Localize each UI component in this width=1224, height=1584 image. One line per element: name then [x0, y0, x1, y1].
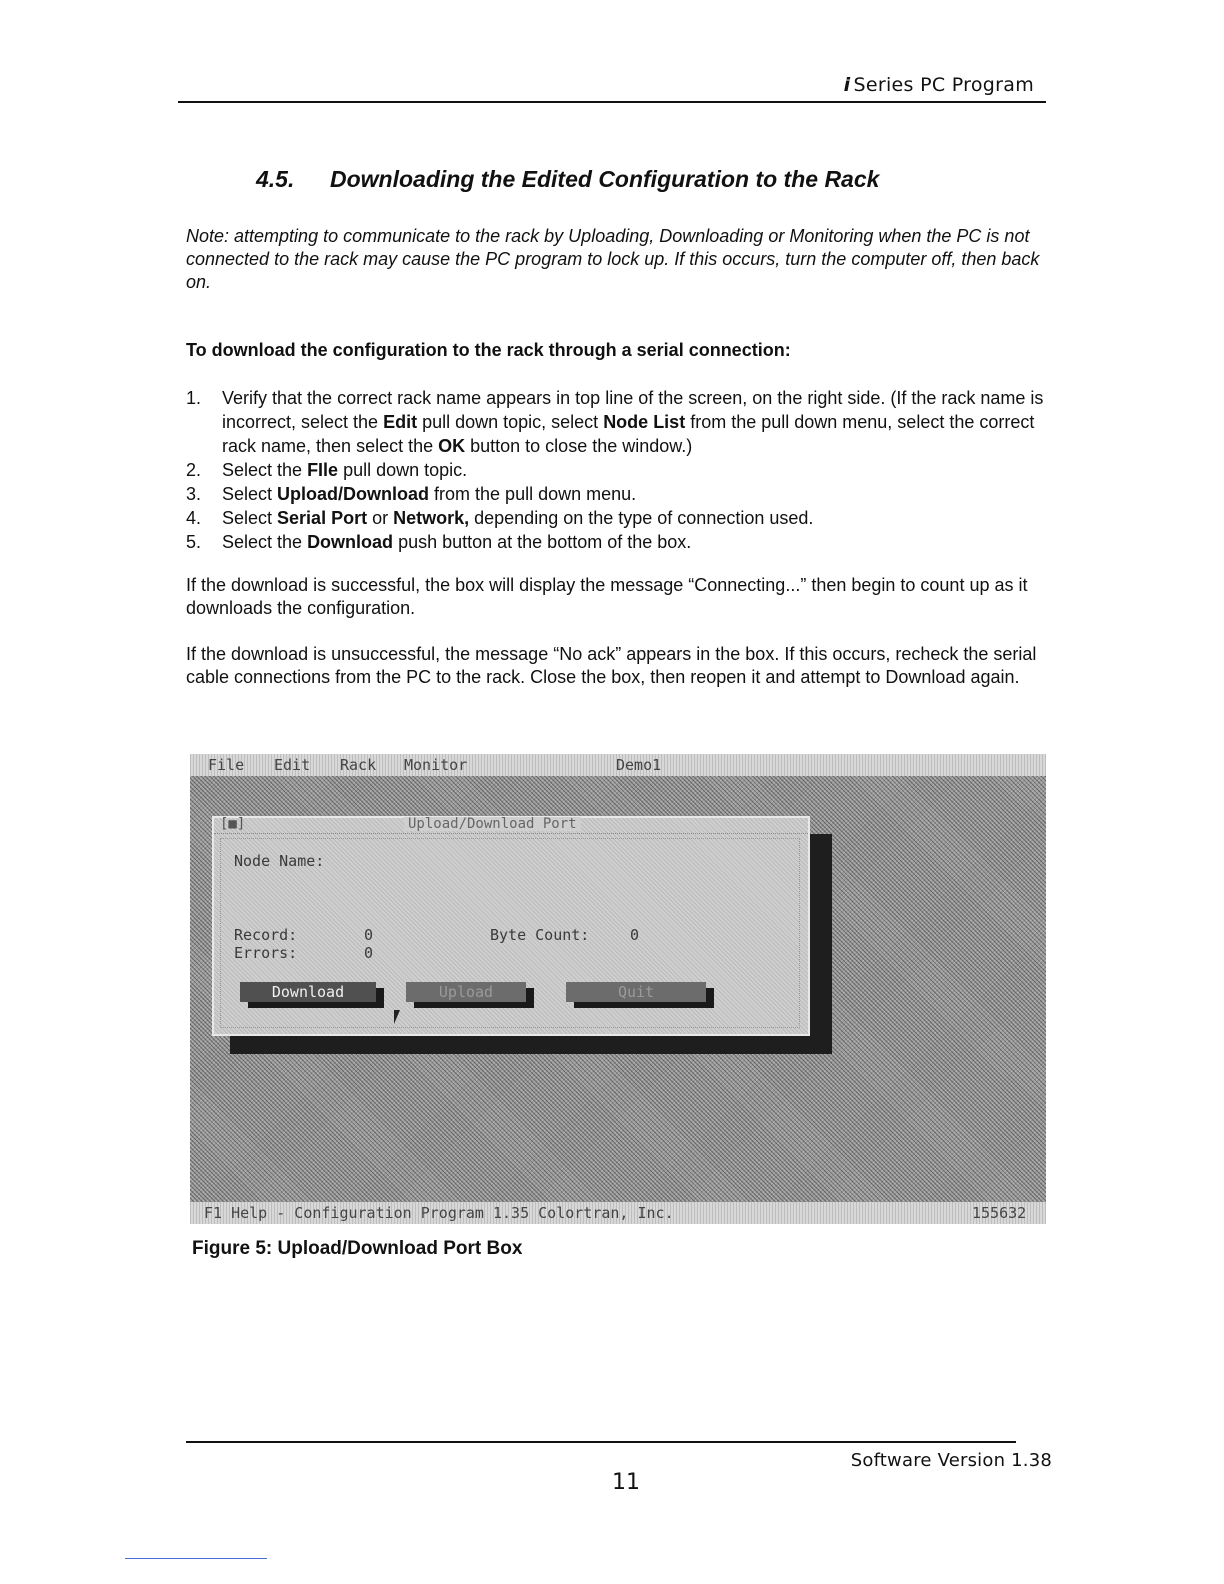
procedure-steps: [186, 386, 1046, 554]
footer-link-underline: [125, 1558, 267, 1559]
quit-button-shadow-side: [706, 988, 714, 1008]
step-text: pull down topic.: [338, 460, 468, 480]
record-value: 0: [364, 926, 374, 944]
step-keyword: Network,: [393, 508, 470, 528]
step-5: [186, 530, 1046, 554]
software-version: Software Version 1.38: [850, 1450, 1052, 1471]
step-text: from the pull down menu.: [429, 484, 637, 504]
errors-label: Errors:: [234, 944, 298, 962]
step-text: Select: [222, 484, 278, 504]
step-4: [186, 506, 1046, 530]
menu-edit[interactable]: Edit: [274, 756, 311, 774]
step-keyword: Upload/Download: [277, 484, 430, 504]
step-text: Verify that the correct rack name appears in top line of the screen, on the right side. (If the rack name is incorrect, select the: [222, 388, 1044, 432]
status-help-text: F1 Help - Configuration Program 1.35 Colortran, Inc.: [204, 1204, 674, 1222]
upload-download-dialog: [212, 816, 810, 1036]
step-1: [186, 386, 1046, 458]
program-screenshot: [190, 754, 1046, 1224]
menu-monitor[interactable]: Monitor: [404, 756, 468, 774]
dialog-title-bar: [214, 817, 808, 834]
step-number: 5.: [186, 532, 202, 552]
step-number: 3.: [186, 484, 202, 504]
failure-paragraph: If the download is unsuccessful, the message “No ack” appears in the box. If this occurs, recheck the serial cable connections from the PC to the rack. Close the box, then reopen it and attempt to Download again.: [186, 644, 1037, 687]
step-text: or: [367, 508, 394, 528]
step-keyword: Node List: [603, 412, 686, 432]
step-number: 1.: [186, 388, 202, 408]
step-3: [186, 482, 1046, 506]
rack-name: Demo1: [616, 756, 662, 774]
download-button-shadow-side: [376, 988, 384, 1008]
step-2: [186, 458, 1046, 482]
step-keyword: Edit: [383, 412, 418, 432]
menu-bar: [190, 754, 1046, 776]
running-header-title: Series PC Program: [853, 74, 1034, 96]
success-paragraph: If the download is successful, the box will display the message “Connecting...” then begin to count up as it downloads the configuration.: [186, 575, 1028, 618]
step-text: Select: [222, 508, 278, 528]
status-bar: [190, 1202, 1046, 1224]
step-text: Select the: [222, 532, 308, 552]
step-number: 2.: [186, 460, 202, 480]
series-mark: i: [843, 74, 851, 96]
dialog-title: Upload/Download Port: [404, 817, 581, 831]
quit-button-shadow: [574, 1002, 714, 1008]
record-label: Record:: [234, 926, 298, 944]
section-title: [256, 166, 879, 193]
upload-button[interactable]: Upload: [406, 982, 526, 1002]
step-text: pull down topic, select: [417, 412, 604, 432]
download-button-shadow: [248, 1002, 384, 1008]
quit-button[interactable]: Quit: [566, 982, 706, 1002]
procedure-heading: To download the configuration to the rack through a serial connection:: [186, 340, 791, 360]
section-number: 4.5.: [256, 166, 295, 192]
step-text: from the pull down menu, select the correct rack name, then select the: [222, 412, 1035, 456]
close-icon[interactable]: [■]: [220, 816, 246, 832]
note-paragraph: Note: attempting to communicate to the rack by Uploading, Downloading or Monitoring when the PC is not connected to the rack may cause the PC program to lock up. If this occurs, turn the computer off, then back on.: [186, 226, 1040, 292]
section-title-text: Downloading the Edited Configuration to the Rack: [330, 166, 880, 192]
status-memory: 155632: [972, 1204, 1027, 1222]
errors-value: 0: [364, 944, 374, 962]
download-button[interactable]: Download: [240, 982, 376, 1002]
step-text: button to close the window.): [465, 436, 693, 456]
step-text: depending on the type of connection used.: [469, 508, 814, 528]
upload-button-shadow: [414, 1002, 534, 1008]
menu-rack[interactable]: Rack: [340, 756, 377, 774]
step-keyword: Download: [307, 532, 394, 552]
step-text: Select the: [222, 460, 308, 480]
running-header: [844, 74, 1034, 96]
byte-count-value: 0: [630, 926, 640, 944]
step-number: 4.: [186, 508, 202, 528]
step-keyword: FIle: [307, 460, 339, 480]
page-number: 11: [612, 1470, 640, 1495]
header-rule: [178, 101, 1046, 103]
step-text: push button at the bottom of the box.: [393, 532, 692, 552]
upload-button-shadow-side: [526, 988, 534, 1008]
step-keyword: OK: [438, 436, 466, 456]
node-name-label: Node Name:: [234, 852, 325, 870]
figure-caption: Figure 5: Upload/Download Port Box: [192, 1238, 523, 1259]
mouse-pointer-icon: [394, 1010, 400, 1024]
byte-count-label: Byte Count:: [490, 926, 590, 944]
footer-rule: [186, 1441, 1016, 1443]
step-keyword: Serial Port: [277, 508, 368, 528]
menu-file[interactable]: File: [208, 756, 245, 774]
